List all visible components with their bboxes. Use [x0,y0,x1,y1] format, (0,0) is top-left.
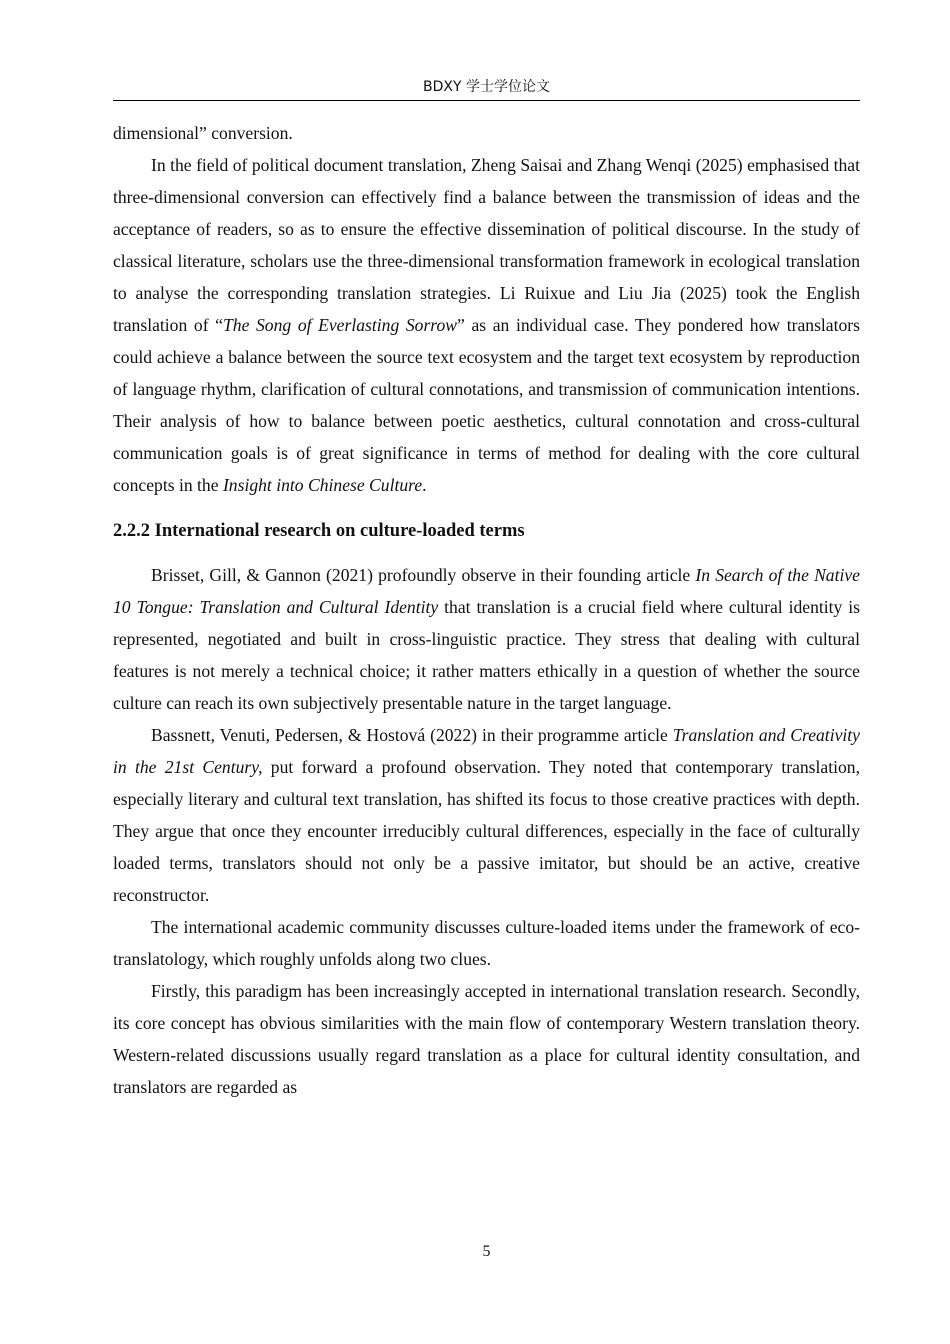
running-header: BDXY 学士学位论文 [423,79,550,95]
paragraph-bassnett [113,719,860,911]
paragraph-eco-translatology: The international academic community discusses culture-loaded items under the framework of eco-translatology, which roughly unfolds along two clues. [113,917,860,969]
text-run: put forward a profound observation. They noted that contemporary translation, especially literary and cultural text translation, has shifted its focus to those creative practices with depth. They argue that once they encounter irreducibly cultural differences, especially in the face of culturally loaded terms, translators should not only be a passive imitator, but should be an active, creative reconstructor. [113,757,860,905]
text-run: In the field of political document translation, Zheng Saisai and Zhang Wenqi (2025) emphasised that three-dimensional conversion can effectively find a balance between the transmission of ideas and the acceptance of readers, so as to ensure the effective dissemination of political discourse. In the study of classical literature, scholars use the three-dimensional transformation framework in ecological translation to analyse the corresponding translation strategies. Li Ruixue and Liu Jia (2025) took the English translation of “ [113,155,860,335]
italic-title: Translation and Creativity in the 21st Century, [113,725,860,777]
italic-title: In Search of the Native 10 Tongue: Translation and Cultural Identity [113,565,860,617]
page-number: 5 [482,1243,491,1260]
text-run: . [422,475,427,495]
paragraph-continuation: dimensional” conversion. [113,123,293,143]
text-run: that translation is a crucial field where cultural identity is represented, negotiated and built in cross-linguistic practice. They stress that dealing with cultural features is not merely a technical choice; it rather matters ethically in a question of whether the source culture can reach its own subjectively presentable nature in the target language. [113,597,861,713]
body-text [113,117,860,1103]
section-heading: 2.2.2 International research on culture-loaded terms [113,521,525,541]
paragraph-political-translation [113,149,860,501]
text-run: Bassnett, Venuti, Pedersen, & Hostová (2022) in their programme article [151,725,673,745]
italic-title: The Song of Everlasting Sorrow [222,315,458,335]
text-run: ” as an individual case. They pondered how translators could achieve a balance between the source text ecosystem and the target text ecosystem by reproduction of language rhythm, clarification of cultural connotations, and transmission of communication intentions. Their analysis of how to balance between poetic aesthetics, cultural connotation and cross-cultural communication goals is of great significance in terms of method for dealing with the core cultural concepts in the [113,315,860,495]
italic-title: Insight into Chinese Culture [222,475,423,495]
paragraph-brisset [113,559,860,719]
text-run: Brisset, Gill, & Gannon (2021) profoundly observe in their founding article [151,565,696,585]
header-rule [113,100,860,101]
paragraph-firstly: Firstly, this paradigm has been increasingly accepted in international translation research. Secondly, its core concept has obvious similarities with the main flow of contemporary Western translation theory. Western-related discussions usually regard translation as a place for cultural identity consultation, and translators are regarded as [113,981,860,1097]
